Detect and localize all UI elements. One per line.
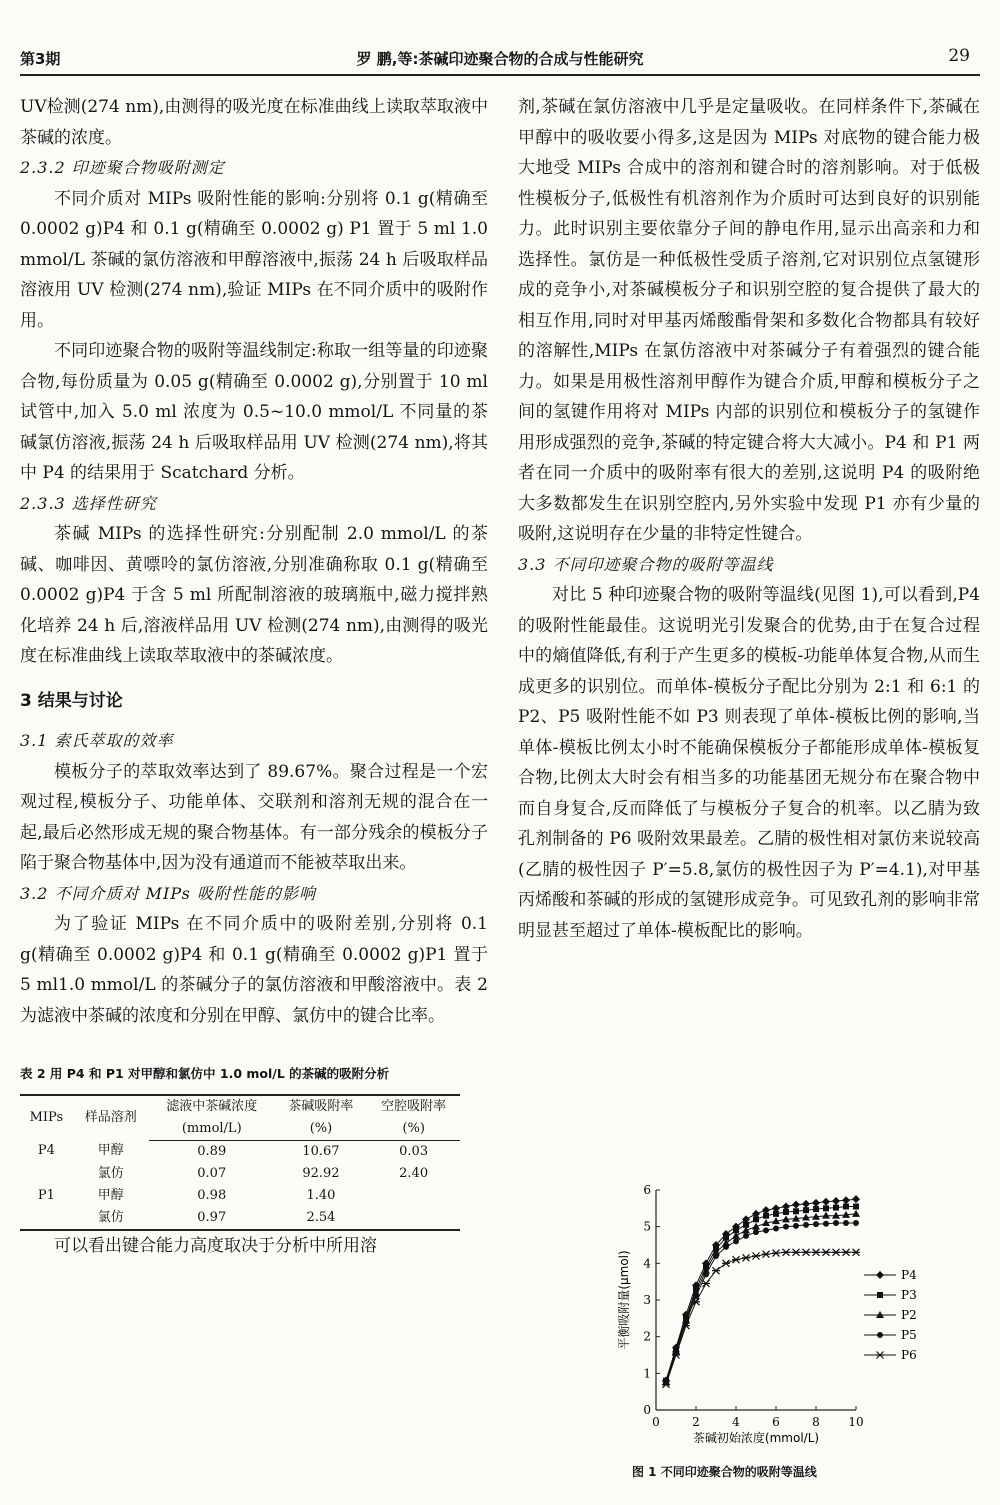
data-point: [762, 1251, 770, 1258]
data-point: [843, 1220, 849, 1226]
table-cell: 1.40: [306, 1187, 336, 1203]
table-cell: 氯仿: [97, 1165, 124, 1181]
table-row: [20, 1185, 460, 1207]
table-header: 样品溶剂: [73, 1095, 149, 1141]
table-cell: 甲醇: [97, 1143, 124, 1159]
x-tick-label: 0: [652, 1415, 660, 1429]
figure-caption: 图 1 不同印迹聚合物的吸附等温线: [632, 1465, 817, 1479]
x-tick-label: 10: [848, 1415, 864, 1429]
paragraph: 为了验证 MIPs 在不同介质中的吸附差别,分别将 0.1 g(精确至 0.0002 g)P4 和 0.1 g(精确至 0.0002 g)P1 置于 5 ml1.0 mmol/L 的茶碱分子的氯仿溶液和甲酸溶液中。表 2 为滤液中茶碱的浓度和分别在甲醇、氯仿中的键合比率。: [20, 914, 488, 1026]
data-point: [842, 1196, 850, 1204]
table-2: [20, 1059, 488, 1231]
table-cell: [367, 1185, 460, 1207]
y-tick-label: 1: [643, 1366, 651, 1381]
legend-item: [864, 1348, 917, 1362]
data-point: [852, 1210, 860, 1217]
data-point: [822, 1249, 830, 1256]
data-point: [813, 1206, 819, 1212]
data-point: [852, 1195, 860, 1203]
y-axis-label: 平衡吸附量(μmol): [617, 1250, 631, 1350]
y-tick-label: 5: [643, 1219, 651, 1234]
adsorption-table: [20, 1094, 460, 1231]
data-point: [792, 1249, 800, 1256]
data-point: [753, 1229, 759, 1235]
data-point: [793, 1208, 799, 1214]
data-point: [703, 1271, 709, 1277]
table-cell: 10.67: [302, 1143, 340, 1159]
data-point: [783, 1224, 789, 1230]
data-point: [723, 1244, 729, 1250]
data-point: [763, 1227, 769, 1233]
data-point: [763, 1213, 769, 1219]
table-cell: [20, 1207, 73, 1230]
table-header: 滤液中茶碱浓度: [149, 1095, 275, 1118]
table-header: 空腔吸附率: [367, 1095, 460, 1118]
paragraph: 模板分子的萃取效率达到了 89.67%。聚合过程是一个宏观过程,模板分子、功能单体、交联剂和溶剂无规的混合在一起,最后必然形成无规的聚合物基体。有一部分残余的模板分子陷于聚合物基体中,因为没有通道而不能被萃取出来。: [20, 761, 488, 873]
table-row: [20, 1163, 460, 1185]
left-column: [20, 92, 488, 1261]
table-unit: (%): [275, 1118, 368, 1141]
data-point: [803, 1207, 809, 1213]
subsection-heading: 3.2 不同介质对 MIPs 吸附性能的影响: [20, 883, 316, 903]
table-caption: 表 2 用 P4 和 P1 对甲醇和氯仿中 1.0 mol/L 的茶碱的吸附分析: [20, 1066, 390, 1081]
table-cell: 0.97: [149, 1207, 275, 1230]
data-point: [833, 1220, 839, 1226]
data-point: [843, 1204, 849, 1210]
page-number: 29: [948, 46, 970, 66]
data-point: [802, 1200, 810, 1208]
data-point: [833, 1205, 839, 1211]
data-point: [832, 1249, 840, 1256]
legend-label: P3: [901, 1288, 917, 1302]
data-point: [802, 1249, 810, 1256]
data-point: [742, 1254, 750, 1261]
paragraph: 剂,茶碱在氯仿溶液中几乎是定量吸收。在同样条件下,茶碱在甲醇中的吸收要小得多,这是因为 MIPs 对底物的键合能力极大地受 MIPs 合成中的溶剂和键合时的溶剂影响。对于低极性模板分子,低极性有机溶剂作为介质时可达到良好的识别能力。此时识别主要依靠分子间的静电作用,显示出高亲和力和选择性。氯仿是一种低极性受质子溶剂,它对识别位点氢键形成的竞争小,对茶碱模板分子和识别空腔的复合提供了最大的相互作用,同时对甲基丙烯酸酯骨架和多数化合物都具有较好的溶解性,MIPs 在氯仿溶液中对茶碱分子有着强烈的键合能力。如果是用极性溶剂甲醇作为键合介质,甲醇和模板分子之间的氢键作用将对 MIPs 内部的识别位和模板分子的氢键作用形成强烈的竞争,茶碱的特定键合将大大减小。P4 和 P1 两者在同一介质中的吸附率有很大的差别,这说明 P4 的吸附绝大多数都发生在识别空腔内,另外实验中发现 P1 亦有少量的吸附,这说明存在少量的非特定性键合。: [518, 97, 980, 544]
data-point: [733, 1238, 739, 1244]
table-cell: 0.03: [399, 1143, 429, 1159]
data-point: [773, 1211, 779, 1217]
paragraph: 不同介质对 MIPs 吸附性能的影响:分别将 0.1 g(精确至 0.0002 g)P4 和 0.1 g(精确至 0.0002 g) P1 置于 5 ml 1.0 mmol/L 茶碱的氯仿溶液和甲醇溶液中,振荡 24 h 后吸取样品溶液用 UV 检测(274 nm),验证 MIPs 在不同介质中的吸附作用。: [20, 188, 488, 331]
legend-item: [864, 1308, 917, 1322]
data-point: [822, 1212, 830, 1219]
data-point: [722, 1260, 730, 1267]
chart-series: [662, 1195, 860, 1388]
data-point: [702, 1280, 710, 1287]
data-point: [753, 1216, 759, 1222]
data-point: [822, 1198, 830, 1206]
data-point: [783, 1209, 789, 1215]
data-point: [877, 1292, 883, 1298]
table-cell: 甲醇: [97, 1187, 124, 1203]
data-point: [877, 1332, 883, 1338]
table-header: 茶碱吸附率: [275, 1095, 368, 1118]
table-cell: 2.40: [399, 1165, 429, 1181]
data-point: [832, 1197, 840, 1205]
legend-label: P4: [901, 1268, 917, 1282]
data-point: [692, 1298, 700, 1305]
table-cell: P4: [37, 1143, 55, 1159]
legend-label: P2: [901, 1308, 917, 1322]
data-point: [842, 1249, 850, 1256]
data-point: [713, 1253, 719, 1259]
right-column: [518, 92, 980, 946]
series-p6: [662, 1249, 860, 1388]
data-point: [876, 1352, 884, 1359]
data-point: [772, 1250, 780, 1257]
data-point: [876, 1271, 884, 1279]
y-tick-label: 2: [643, 1329, 651, 1344]
paragraph: 可以看出键合能力高度取决于分析中所用溶: [54, 1235, 377, 1256]
subsection-heading: 3.1 索氏萃取的效率: [20, 731, 174, 750]
legend-label: P5: [901, 1328, 917, 1342]
subsection-heading: 2.3.2 印迹聚合物吸附测定: [20, 158, 225, 177]
table-unit: (mmol/L): [149, 1118, 275, 1141]
data-point: [792, 1201, 800, 1209]
y-tick-label: 0: [643, 1403, 651, 1417]
table-row: [20, 1207, 460, 1230]
data-point: [793, 1223, 799, 1229]
paragraph: 茶碱 MIPs 的选择性研究:分别配制 2.0 mmol/L 的茶碱、咖啡因、黄嘌呤的氯仿溶液,分别准确称取 0.1 g(精确至 0.0002 g)P4 于含 5 ml 所配制溶液的玻璃瓶中,磁力搅拌熟化培养 24 h 后,溶液样品用 UV 检测(274 nm),由测得的吸光度在标准曲线上读取萃取液中的茶碱浓度。: [20, 524, 488, 666]
running-title: 罗 鹏,等:茶碱印迹聚合物的合成与性能研究: [356, 50, 644, 68]
issue-label: 第3期: [20, 50, 61, 68]
x-tick-label: 4: [732, 1415, 740, 1429]
legend-item: [864, 1328, 917, 1342]
data-point: [803, 1222, 809, 1228]
data-point: [823, 1205, 829, 1211]
series-p3: [663, 1204, 859, 1384]
data-point: [813, 1221, 819, 1227]
series-line: [666, 1252, 856, 1384]
subsection-heading: 2.3.3 选择性研究: [20, 493, 157, 513]
subsection-heading: 3.3 不同印迹聚合物的吸附等温线: [518, 554, 774, 574]
data-point: [823, 1221, 829, 1227]
paragraph: UV检测(274 nm),由测得的吸光度在标准曲线上读取萃取液中茶碱的浓度。: [20, 97, 488, 148]
y-tick-label: 6: [643, 1183, 651, 1197]
data-point: [853, 1220, 859, 1226]
table-unit: (%): [367, 1118, 460, 1141]
section-heading: 3 结果与讨论: [20, 690, 123, 711]
data-point: [782, 1249, 790, 1256]
data-point: [812, 1249, 820, 1256]
table-cell: 2.54: [275, 1207, 368, 1230]
paragraph: 不同印迹聚合物的吸附等温线制定:称取一组等量的印迹聚合物,每份质量为 0.05 g(精确至 0.0002 g),分别置于 10 ml 试管中,加入 5.0 ml 浓度为 0.5~10.0 mmol/L 不同量的茶碱氯仿溶液,振荡 24 h 后吸取样品用 UV 检测(274 nm),将其中 P4 的结果用于 Scatchard 分析。: [20, 341, 488, 483]
adsorption-isotherm-chart: [606, 1180, 926, 1460]
data-point: [812, 1199, 820, 1207]
y-tick-label: 3: [643, 1293, 651, 1307]
data-point: [752, 1253, 760, 1260]
legend-item: [864, 1268, 917, 1282]
table-cell: 0.98: [197, 1187, 227, 1203]
data-point: [732, 1256, 740, 1263]
x-tick-label: 2: [692, 1415, 700, 1429]
table-cell: 0.89: [197, 1143, 227, 1159]
table-row: [20, 1140, 460, 1163]
table-cell: [20, 1163, 73, 1185]
table-header: MIPs: [20, 1095, 73, 1141]
data-point: [712, 1267, 720, 1274]
data-point: [853, 1204, 859, 1210]
table-cell: 氯仿: [73, 1207, 149, 1230]
chart-legend: [864, 1268, 917, 1362]
table-cell: 92.92: [302, 1165, 340, 1181]
legend-item: [864, 1288, 917, 1302]
data-point: [743, 1233, 749, 1239]
table-cell: P1: [37, 1187, 55, 1203]
y-tick-label: 4: [643, 1256, 651, 1271]
legend-label: P6: [901, 1348, 917, 1362]
x-tick-label: 6: [772, 1415, 780, 1429]
data-point: [852, 1249, 860, 1256]
page-header: [20, 40, 980, 76]
table-cell: [367, 1207, 460, 1230]
x-tick-label: 8: [812, 1415, 820, 1429]
x-axis-label: 茶碱初始浓度(mmol/L): [692, 1431, 820, 1445]
data-point: [773, 1226, 779, 1232]
table-cell: 0.07: [197, 1165, 227, 1181]
paragraph: 对比 5 种印迹聚合物的吸附等温线(见图 1),可以看到,P4 的吸附性能最佳。这说明光引发聚合的优势,由于在复合过程中的熵值降低,有利于产生更多的模板-功能单体复合物,从而生成更多的识别位。而单体-模板分子配比分别为 2:1 和 6:1 的 P2、P5 吸附性能不如 P3 则表现了单体-模板比例的影响,当单体-模板比例太小时不能确保模板分子都能形成单体-模板复合物,比例太大时会有相当多的功能基团无规分布在聚合物中而自身复合,反而降低了与模板分子复合的机率。以乙腈为致孔剂制备的 P6 吸附效果最差。乙腈的极性相对氯仿来说较高(乙腈的极性因子 P′=5.8,氯仿的极性因子为 P′=4.1),对甲基丙烯酸和茶碱的形成的氢键形成竞争。可见致孔剂的影响非常明显甚至超过了单体-模板配比的影响。: [518, 585, 980, 941]
